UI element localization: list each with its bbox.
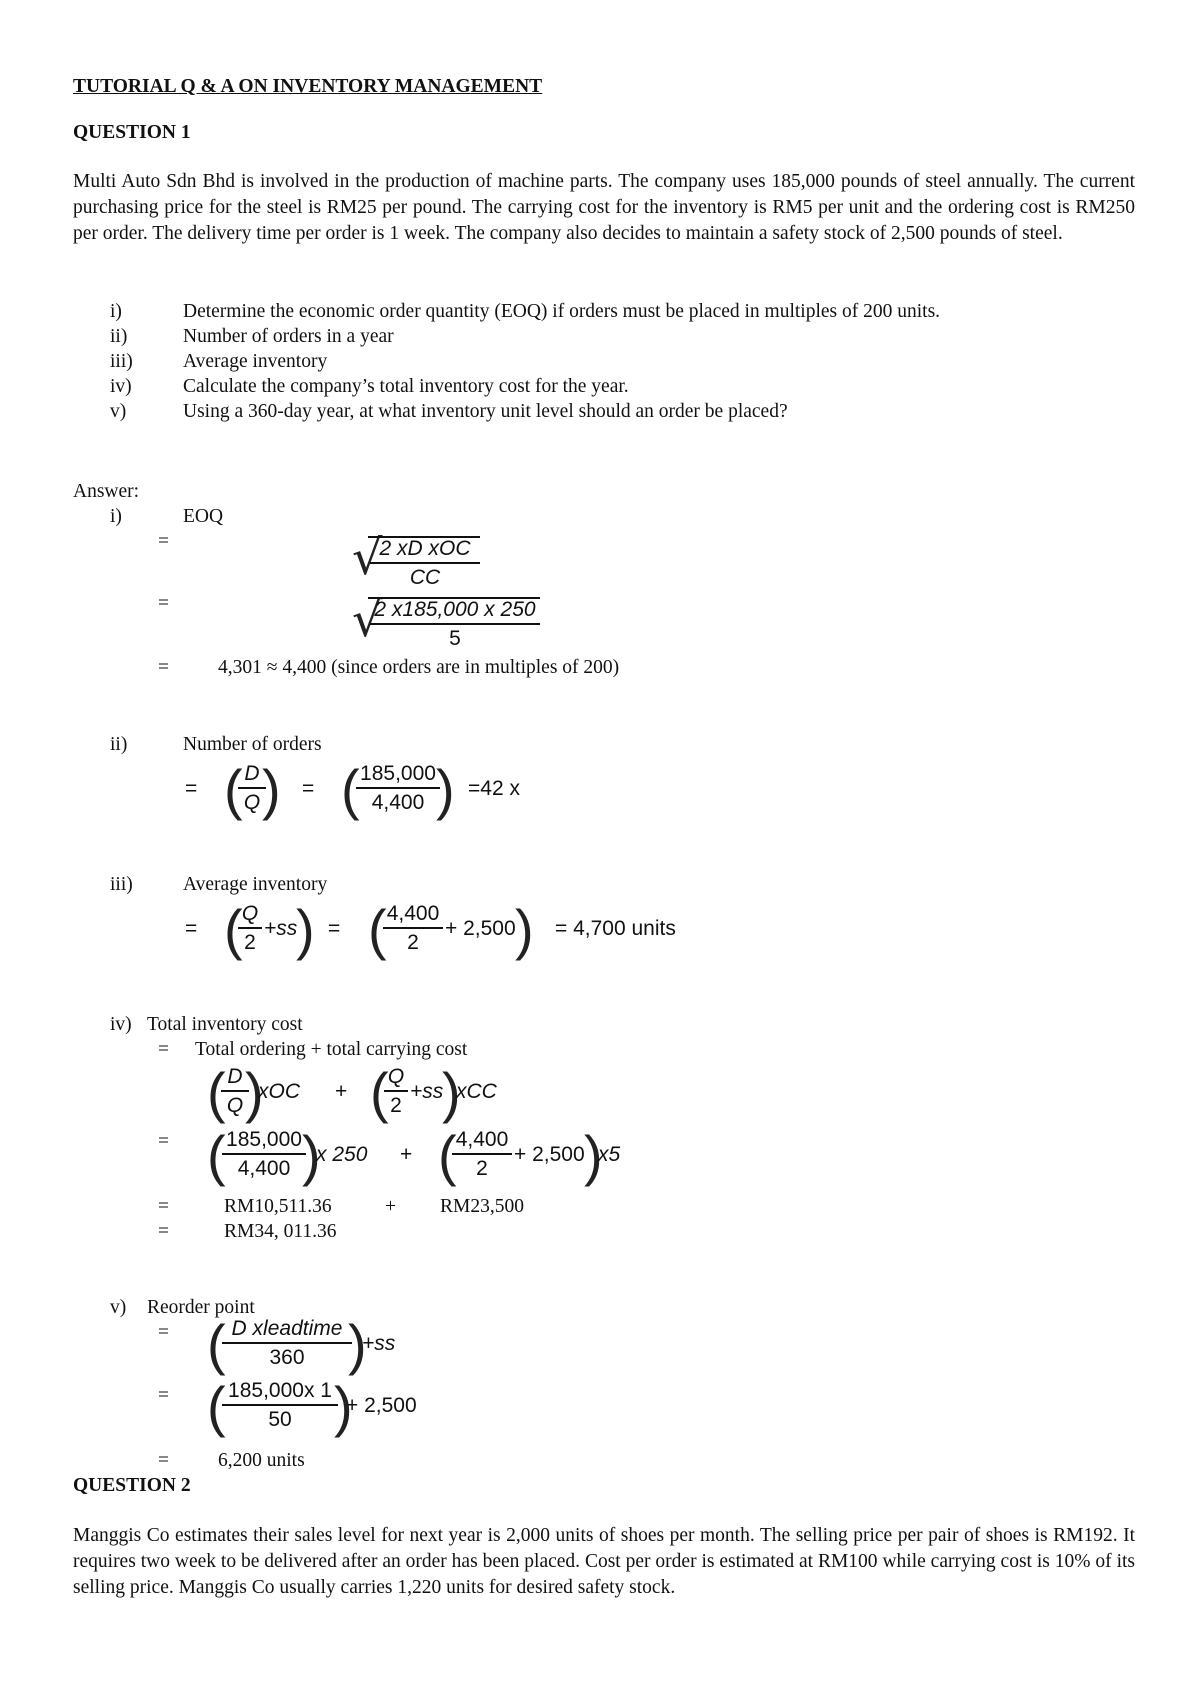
fraction-numerator: 4,400: [383, 900, 443, 929]
formula-tail: xOC: [258, 1080, 300, 1103]
fraction-numerator: 185,000: [356, 760, 440, 789]
item-text: Average inventory: [183, 351, 328, 372]
left-paren: (: [207, 1124, 226, 1187]
page-title: TUTORIAL Q & A ON INVENTORY MANAGEMENT: [73, 76, 543, 97]
item-text: Determine the economic order quantity (EOQ) if orders must be placed in multiples of 200 units.: [183, 301, 941, 322]
right-paren: ): [296, 898, 315, 961]
eoq-formula: [370, 535, 480, 591]
right-paren: ): [442, 1061, 461, 1124]
part-5-number: v): [110, 1297, 127, 1318]
plus-sign: +: [385, 1196, 396, 1217]
equals-sign: =: [328, 917, 341, 940]
equals-sign: =: [158, 1196, 169, 1217]
formula-tail: + 2,500: [346, 1394, 417, 1417]
question-2-text: Manggis Co estimates their sales level for next year is 2,000 units of shoes per month. The selling price per pair of shoes is RM192. It requires two week to be delivered after an order has been placed. Cost per order is estimated at RM100 while carrying cost is 10% of its selling price. Manggis Co usually carries 1,220 units for desired safety stock.: [73, 1525, 1135, 1598]
equals-sign: =: [185, 777, 198, 800]
ordering-cost-value: RM10,511.36: [224, 1196, 332, 1217]
carrying-cost-value: RM23,500: [440, 1196, 524, 1217]
part-5-label: Reorder point: [147, 1297, 255, 1318]
carrying-cost-substituted: [452, 1126, 512, 1182]
fraction-numerator: D xleadtime: [222, 1315, 352, 1344]
sqrt-sign: √: [352, 592, 383, 648]
question-1-heading: QUESTION 1: [73, 122, 191, 143]
part-1-number: i): [110, 506, 122, 527]
equals-sign: =: [158, 593, 169, 614]
fraction-denominator: 5: [449, 627, 461, 650]
item-text: Number of orders in a year: [183, 326, 394, 347]
right-paren: ): [348, 1313, 367, 1376]
fraction-denominator: Q: [243, 791, 261, 814]
fraction-numerator: 2 x185,000 x 250: [370, 596, 540, 625]
part-3-result: = 4,700 units: [555, 917, 676, 940]
equals-sign: =: [158, 531, 169, 552]
reorder-substituted: [222, 1377, 338, 1433]
equals-sign: =: [185, 917, 198, 940]
left-paren: (: [224, 758, 243, 821]
equals-sign: =: [158, 1385, 169, 1406]
equals-sign: =: [158, 1221, 169, 1242]
avg-formula: [238, 900, 262, 956]
reorder-formula: [222, 1315, 352, 1371]
part-4-label: Total inventory cost: [147, 1014, 303, 1035]
left-paren: (: [370, 1061, 389, 1124]
sqrt-sign: √: [352, 530, 383, 586]
orders-substituted: [356, 760, 440, 816]
part-1-label: EOQ: [183, 506, 224, 527]
left-paren: (: [207, 1061, 226, 1124]
formula-tail: xCC: [456, 1080, 497, 1103]
part-2-result: =42 x: [468, 777, 520, 800]
part-5-result: 6,200 units: [218, 1450, 305, 1471]
right-paren: ): [245, 1061, 264, 1124]
part-3-label: Average inventory: [183, 874, 328, 895]
fraction-denominator: 2: [407, 931, 419, 954]
fraction-denominator: Q: [226, 1094, 244, 1117]
fraction-numerator: D: [221, 1063, 249, 1092]
equals-sign: =: [158, 1450, 169, 1471]
eoq-substituted: [370, 596, 540, 652]
question-1-text: Multi Auto Sdn Bhd is involved in the production of machine parts. The company uses 185,000 pounds of steel annually. The current purchasing price for the steel is RM25 per pound. The carrying cost for the inventory is RM5 per unit and the ordering cost is RM250 per order. The delivery time per order is 1 week. The company also decides to maintain a safety stock of 2,500 pounds of steel.: [73, 171, 1135, 244]
fraction-numerator: 2 xD xOC: [370, 535, 480, 564]
formula-tail: +ss: [264, 917, 298, 940]
avg-substituted: [383, 900, 443, 956]
fraction-denominator: CC: [409, 566, 441, 589]
carrying-cost-formula: [384, 1063, 408, 1119]
formula-tail: + 2,500: [445, 917, 516, 940]
fraction-denominator: 2: [476, 1157, 488, 1180]
left-paren: (: [438, 1124, 457, 1187]
left-paren: (: [224, 898, 243, 961]
right-paren: ): [302, 1124, 321, 1187]
part-2-label: Number of orders: [183, 734, 322, 755]
fraction-numerator: Q: [238, 900, 262, 929]
formula-tail: x5: [598, 1143, 621, 1166]
part-1-result: 4,301 ≈ 4,400 (since orders are in multiples of 200): [218, 657, 620, 678]
fraction-denominator: 360: [269, 1346, 305, 1369]
left-paren: (: [368, 898, 387, 961]
part-3-number: iii): [110, 874, 133, 895]
formula-middle: + 2,500: [514, 1143, 585, 1166]
fraction-denominator: 4,400: [371, 791, 425, 814]
item-text: Using a 360-day year, at what inventory unit level should an order be placed?: [183, 401, 788, 422]
formula-middle: +ss: [410, 1080, 444, 1103]
fraction-numerator: D: [238, 760, 266, 789]
equals-sign: =: [158, 1039, 169, 1060]
part-4-number: iv): [110, 1014, 132, 1035]
fraction-denominator: 4,400: [237, 1157, 291, 1180]
right-paren: ): [334, 1375, 353, 1438]
item-number: ii): [110, 326, 128, 347]
plus-sign: +: [400, 1143, 413, 1166]
formula-tail: +ss: [362, 1332, 396, 1355]
left-paren: (: [207, 1313, 226, 1376]
equals-sign: =: [158, 1322, 169, 1343]
equals-sign: =: [158, 657, 169, 678]
right-paren: ): [436, 758, 455, 821]
right-paren: ): [584, 1124, 603, 1187]
right-paren: ): [515, 898, 534, 961]
part-2-number: ii): [110, 734, 128, 755]
plus-sign: +: [335, 1080, 348, 1103]
fraction-numerator: 4,400: [452, 1126, 512, 1155]
fraction-numerator: 185,000: [222, 1126, 306, 1155]
right-paren: ): [262, 758, 281, 821]
ordering-cost-substituted: [222, 1126, 306, 1182]
item-number: v): [110, 401, 127, 422]
part-4-line-1: Total ordering + total carrying cost: [195, 1039, 468, 1060]
item-text: Calculate the company’s total inventory cost for the year.: [183, 376, 629, 397]
fraction-denominator: 2: [390, 1094, 402, 1117]
equals-sign: =: [302, 777, 315, 800]
fraction-denominator: 50: [268, 1408, 292, 1431]
fraction-numerator: 185,000x 1: [222, 1377, 338, 1406]
equals-sign: =: [158, 1131, 169, 1152]
left-paren: (: [207, 1375, 226, 1438]
answer-label: Answer:: [73, 481, 140, 502]
item-number: iii): [110, 351, 133, 372]
item-number: iv): [110, 376, 132, 397]
formula-tail: x 250: [316, 1143, 368, 1166]
fraction-numerator: Q: [384, 1063, 408, 1092]
question-2-heading: QUESTION 2: [73, 1475, 191, 1496]
part-4-result: RM34, 011.36: [224, 1221, 337, 1242]
item-number: i): [110, 301, 122, 322]
fraction-denominator: 2: [244, 931, 256, 954]
left-paren: (: [341, 758, 360, 821]
